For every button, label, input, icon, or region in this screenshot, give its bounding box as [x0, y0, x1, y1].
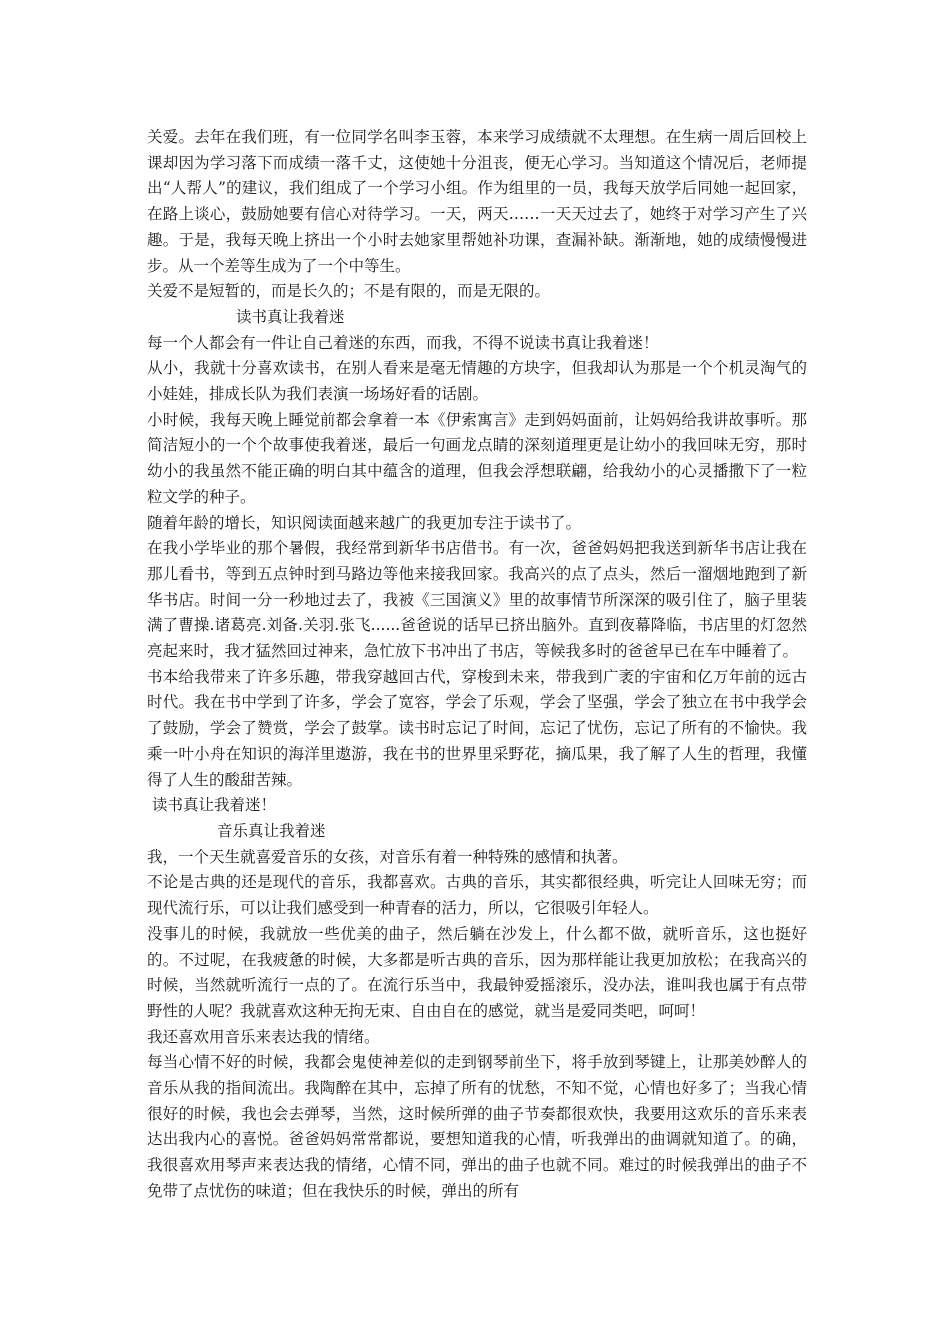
paragraph: 从小，我就十分喜欢读书，在别人看来是毫无情趣的方块字，但我却认为那是一个个机灵淘气的小娃娃，排成长队为我们表演一场场好看的话剧。 [147, 359, 807, 404]
paragraph: 关爱。去年在我们班，有一位同学名叫李玉蓉，本来学习成绩就不太理想。在生病一周后回校上课却因为学习落下而成绩一落千丈，这使她十分沮丧，便无心学习。当知道这个情况后，老师提出“人帮人”的建议，我们组成了一个学习小组。作为组里的一员，我每天放学后同她一起回家，在路上谈心，鼓励她要有信心对待学习。一天，两天……一天天过去了，她终于对学习产生了兴趣。于是，我每天晚上挤出一个小时去她家里帮她补功课，查漏补缺。渐渐地，她的成绩慢慢进步。从一个差等生成为了一个中等生。 [147, 128, 807, 275]
paragraph: 书本给我带来了许多乐趣，带我穿越回古代，穿梭到未来，带我到广袤的宇宙和亿万年前的远古时代。我在书中学到了许多，学会了宽容，学会了乐观，学会了坚强，学会了独立在书中我学会了鼓励，学会了赞赏，学会了鼓掌。读书时忘记了时间，忘记了忧伤，忘记了所有的不愉快。我乘一叶小舟在知识的海洋里遨游，我在书的世界里采野花，摘瓜果，我了解了人生的哲理，我懂得了人生的酸甜苦辣。 [147, 667, 807, 789]
paragraph: 每当心情不好的时候，我都会鬼使神差似的走到钢琴前坐下，将手放到琴键上，让那美妙醉人的音乐从我的指间流出。我陶醉在其中，忘掉了所有的忧愁，不知不觉，心情也好多了；当我心情很好的时候，我也会去弹琴，当然，这时候所弹的曲子节奏都很欢快，我要用这欢乐的音乐来表达出我内心的喜悦。爸爸妈妈常常都说，要想知道我的心情，听我弹出的曲调就知道了。的确，我很喜欢用琴声来表达我的情绪，心情不同，弹出的曲子也就不同。难过的时候我弹出的曲子不免带了点忧伤的味道；但在我快乐的时候，弹出的所有 [147, 1053, 807, 1200]
paragraph: 不论是古典的还是现代的音乐，我都喜欢。古典的音乐，其实都很经典，听完让人回味无穷；而现代流行乐，可以让我们感受到一种青春的活力，所以，它很吸引年轻人。 [147, 873, 807, 918]
paragraph: 关爱不是短暂的，而是长久的；不是有限的，而是无限的。 [147, 282, 551, 301]
essay-title: 读书真让我着迷 [236, 307, 345, 326]
paragraph: 随着年龄的增长，知识阅读面越来越广的我更加专注于读书了。 [147, 513, 582, 532]
essay-title: 音乐真让我着迷 [217, 821, 326, 840]
paragraph: 没事儿的时候，我就放一些优美的曲子，然后躺在沙发上，什么都不做，就听音乐，这也挺好的。不过呢，在我疲惫的时候，大多都是听古典的音乐，因为那样能让我更加放松；在我高兴的时候，当然就听流行一点的了。在流行乐当中，我最钟爱摇滚乐，没办法，谁叫我也属于有点带野性的人呢？我就喜欢这种无拘无束、自由自在的感觉，就当是爱同类吧，呵呵！ [147, 924, 807, 1020]
paragraph: 在我小学毕业的那个暑假，我经常到新华书店借书。有一次，爸爸妈妈把我送到新华书店让我在那儿看书，等到五点钟时到马路边等他来接我回家。我高兴的点了点头，然后一溜烟地跑到了新华书店。时间一分一秒地过去了，我被《三国演义》里的故事情节所深深的吸引住了，脑子里装满了曹操.诸葛亮.刘备.关羽.张飞......爸爸说的话早已挤出脑外。直到夜幕降临，书店里的灯忽然亮起来时，我才猛然回过神来，急忙放下书冲出了书店，等候我多时的爸爸早已在车中睡着了。 [147, 539, 807, 661]
paragraph: 我，一个天生就喜爱音乐的女孩，对音乐有着一种特殊的感情和执著。 [147, 847, 628, 866]
document-page [147, 125, 807, 1205]
essay-closing: 读书真让我着迷！ [152, 796, 277, 815]
paragraph: 每一个人都会有一件让自己着迷的东西，而我，不得不说读书真让我着迷！ [147, 333, 659, 352]
paragraph: 小时候，我每天晚上睡觉前都会拿着一本《伊索寓言》走到妈妈面前，让妈妈给我讲故事听。那简洁短小的一个个故事使我着迷，最后一句画龙点睛的深刻道理更是让幼小的我回味无穷，那时幼小的我虽然不能正确的明白其中蕴含的道理，但我会浮想联翩，给我幼小的心灵播撒下了一粒粒文学的种子。 [147, 410, 807, 506]
paragraph: 我还喜欢用音乐来表达我的情绪。 [147, 1027, 380, 1046]
